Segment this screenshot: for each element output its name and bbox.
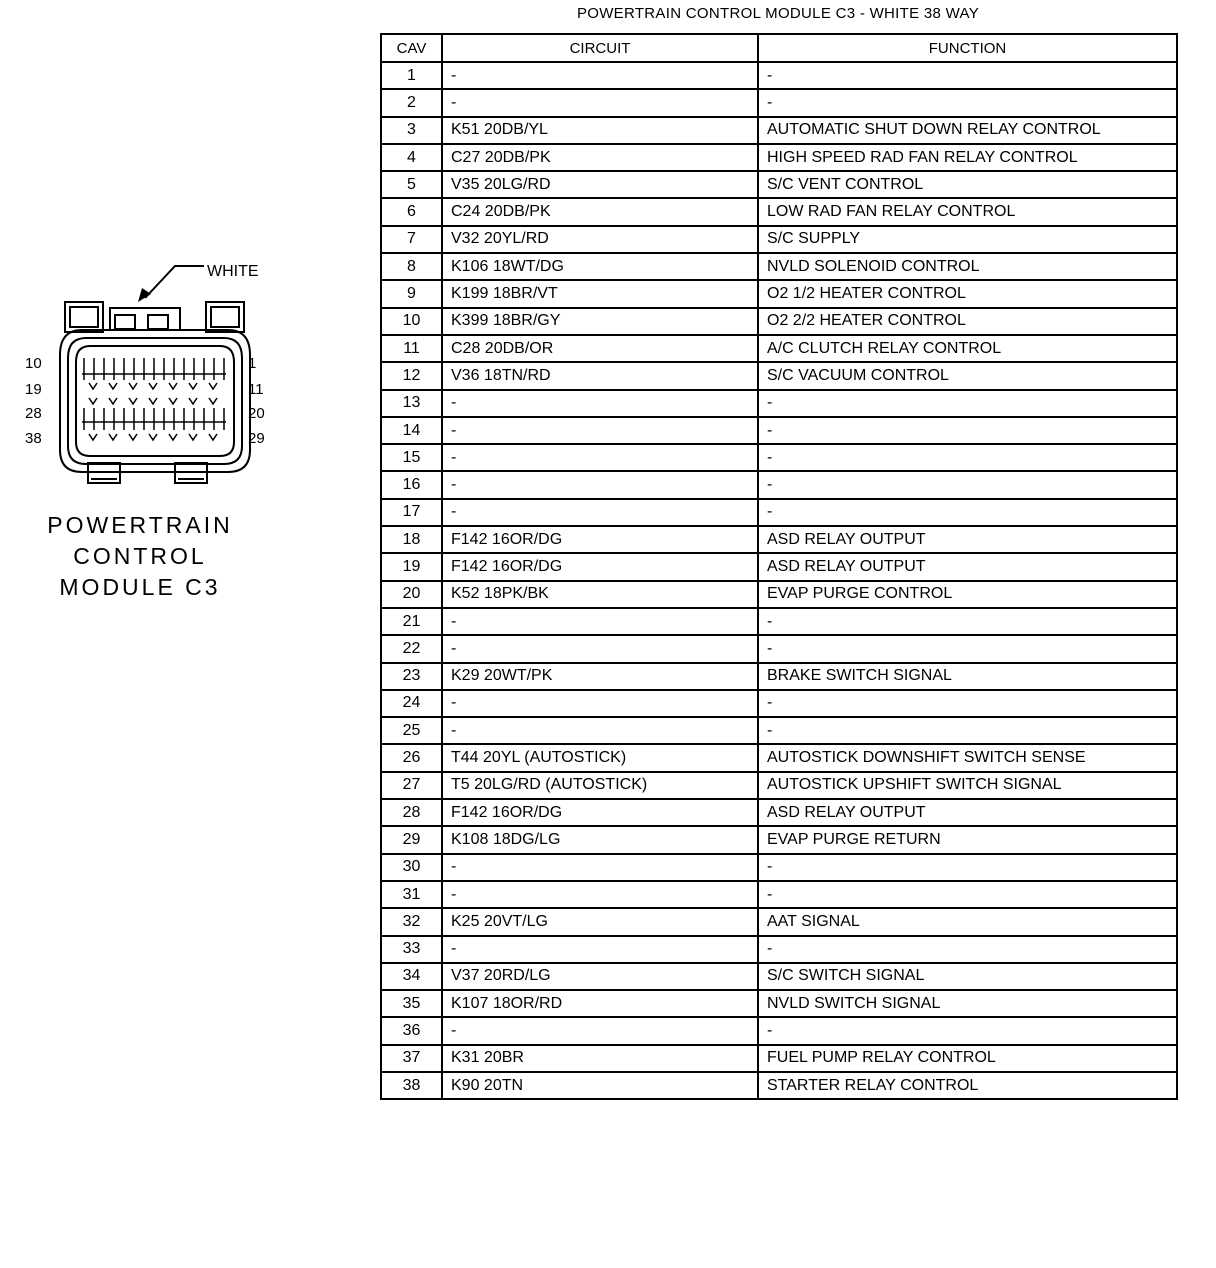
header-cav: CAV <box>381 34 442 62</box>
header-function: FUNCTION <box>758 34 1177 62</box>
connector-name <box>40 510 240 603</box>
table-row <box>381 744 1177 771</box>
table-row <box>381 1072 1177 1099</box>
function-cell: O2 1/2 HEATER CONTROL <box>758 280 1177 307</box>
circuit-cell: - <box>442 62 758 89</box>
circuit-cell: K29 20WT/PK <box>442 663 758 690</box>
connector-body <box>60 302 250 483</box>
function-cell: ASD RELAY OUTPUT <box>758 799 1177 826</box>
circuit-cell: K31 20BR <box>442 1045 758 1072</box>
function-cell: ASD RELAY OUTPUT <box>758 526 1177 553</box>
table-row <box>381 362 1177 389</box>
circuit-cell: - <box>442 608 758 635</box>
function-cell: S/C SUPPLY <box>758 226 1177 253</box>
cav-cell: 30 <box>381 854 442 881</box>
table-row <box>381 499 1177 526</box>
cav-cell: 36 <box>381 1017 442 1044</box>
circuit-cell: - <box>442 690 758 717</box>
pinout-table <box>380 33 1178 1100</box>
cav-cell: 12 <box>381 362 442 389</box>
function-cell: - <box>758 1017 1177 1044</box>
pin-label-left: 10 <box>25 355 42 372</box>
table-row <box>381 854 1177 881</box>
function-cell: - <box>758 62 1177 89</box>
circuit-cell: V35 20LG/RD <box>442 171 758 198</box>
table-row <box>381 471 1177 498</box>
circuit-cell: K106 18WT/DG <box>442 253 758 280</box>
cav-cell: 25 <box>381 717 442 744</box>
function-cell: FUEL PUMP RELAY CONTROL <box>758 1045 1177 1072</box>
circuit-cell: V36 18TN/RD <box>442 362 758 389</box>
circuit-cell: - <box>442 390 758 417</box>
circuit-cell: F142 16OR/DG <box>442 526 758 553</box>
table-row <box>381 417 1177 444</box>
table-header-row <box>381 34 1177 62</box>
function-cell: LOW RAD FAN RELAY CONTROL <box>758 198 1177 225</box>
circuit-cell: K108 18DG/LG <box>442 826 758 853</box>
function-cell: S/C VACUUM CONTROL <box>758 362 1177 389</box>
pin-label-right: 20 <box>248 405 265 422</box>
table-row <box>381 581 1177 608</box>
connector-name-line: POWERTRAIN <box>47 512 233 538</box>
function-cell: NVLD SOLENOID CONTROL <box>758 253 1177 280</box>
pin-label-right: 1 <box>248 355 257 372</box>
cav-cell: 17 <box>381 499 442 526</box>
connector-name-line: CONTROL <box>73 543 207 569</box>
cav-cell: 24 <box>381 690 442 717</box>
function-cell: - <box>758 89 1177 116</box>
circuit-cell: T5 20LG/RD (AUTOSTICK) <box>442 772 758 799</box>
cav-cell: 2 <box>381 89 442 116</box>
table-row <box>381 553 1177 580</box>
table-row <box>381 990 1177 1017</box>
table-row <box>381 635 1177 662</box>
circuit-cell: - <box>442 417 758 444</box>
function-cell: - <box>758 499 1177 526</box>
cav-cell: 18 <box>381 526 442 553</box>
cav-cell: 10 <box>381 308 442 335</box>
circuit-cell: F142 16OR/DG <box>442 799 758 826</box>
table-row <box>381 144 1177 171</box>
connector-color-label: WHITE <box>207 263 259 280</box>
cav-cell: 13 <box>381 390 442 417</box>
table-row <box>381 390 1177 417</box>
circuit-cell: K199 18BR/VT <box>442 280 758 307</box>
circuit-cell: - <box>442 471 758 498</box>
function-cell: O2 2/2 HEATER CONTROL <box>758 308 1177 335</box>
table-row <box>381 171 1177 198</box>
circuit-cell: - <box>442 89 758 116</box>
function-cell: AUTOSTICK UPSHIFT SWITCH SIGNAL <box>758 772 1177 799</box>
cav-cell: 7 <box>381 226 442 253</box>
function-cell: ASD RELAY OUTPUT <box>758 553 1177 580</box>
circuit-cell: F142 16OR/DG <box>442 553 758 580</box>
circuit-cell: K399 18BR/GY <box>442 308 758 335</box>
function-cell: BRAKE SWITCH SIGNAL <box>758 663 1177 690</box>
table-row <box>381 198 1177 225</box>
cav-cell: 19 <box>381 553 442 580</box>
circuit-cell: V37 20RD/LG <box>442 963 758 990</box>
circuit-cell: - <box>442 881 758 908</box>
function-cell: - <box>758 390 1177 417</box>
cav-cell: 26 <box>381 744 442 771</box>
cav-cell: 34 <box>381 963 442 990</box>
connector-diagram <box>20 250 280 500</box>
cav-cell: 22 <box>381 635 442 662</box>
cav-cell: 38 <box>381 1072 442 1099</box>
table-row <box>381 226 1177 253</box>
pin-cavities <box>82 358 226 440</box>
cav-cell: 4 <box>381 144 442 171</box>
table-row <box>381 89 1177 116</box>
cav-cell: 27 <box>381 772 442 799</box>
pin-label-left: 28 <box>25 405 42 422</box>
function-cell: AUTOSTICK DOWNSHIFT SWITCH SENSE <box>758 744 1177 771</box>
table-row <box>381 1017 1177 1044</box>
circuit-cell: - <box>442 499 758 526</box>
circuit-cell: C27 20DB/PK <box>442 144 758 171</box>
circuit-cell: T44 20YL (AUTOSTICK) <box>442 744 758 771</box>
cav-cell: 31 <box>381 881 442 908</box>
cav-cell: 23 <box>381 663 442 690</box>
connector-name-line: MODULE C3 <box>59 574 221 600</box>
cav-cell: 35 <box>381 990 442 1017</box>
function-cell: S/C SWITCH SIGNAL <box>758 963 1177 990</box>
pin-label-right: 29 <box>248 430 265 447</box>
function-cell: - <box>758 417 1177 444</box>
pin-label-right: 11 <box>248 381 264 398</box>
function-cell: - <box>758 444 1177 471</box>
function-cell: - <box>758 471 1177 498</box>
leader-line <box>145 266 204 298</box>
function-cell: STARTER RELAY CONTROL <box>758 1072 1177 1099</box>
table-row <box>381 690 1177 717</box>
circuit-cell: K52 18PK/BK <box>442 581 758 608</box>
cav-cell: 16 <box>381 471 442 498</box>
arrowhead-icon <box>138 288 151 302</box>
table-row <box>381 717 1177 744</box>
table-row <box>381 908 1177 935</box>
table-row <box>381 608 1177 635</box>
circuit-cell: - <box>442 936 758 963</box>
table-row <box>381 936 1177 963</box>
circuit-cell: - <box>442 635 758 662</box>
table-row <box>381 62 1177 89</box>
function-cell: - <box>758 690 1177 717</box>
function-cell: AUTOMATIC SHUT DOWN RELAY CONTROL <box>758 117 1177 144</box>
cav-cell: 11 <box>381 335 442 362</box>
cav-cell: 1 <box>381 62 442 89</box>
cav-cell: 8 <box>381 253 442 280</box>
table-row <box>381 308 1177 335</box>
function-cell: - <box>758 635 1177 662</box>
cav-cell: 3 <box>381 117 442 144</box>
function-cell: - <box>758 717 1177 744</box>
table-row <box>381 1045 1177 1072</box>
header-circuit: CIRCUIT <box>442 34 758 62</box>
function-cell: S/C VENT CONTROL <box>758 171 1177 198</box>
function-cell: - <box>758 854 1177 881</box>
cav-cell: 15 <box>381 444 442 471</box>
table-row <box>381 526 1177 553</box>
cav-cell: 29 <box>381 826 442 853</box>
cav-cell: 28 <box>381 799 442 826</box>
circuit-cell: V32 20YL/RD <box>442 226 758 253</box>
cav-cell: 9 <box>381 280 442 307</box>
circuit-cell: K107 18OR/RD <box>442 990 758 1017</box>
circuit-cell: - <box>442 444 758 471</box>
cav-cell: 32 <box>381 908 442 935</box>
function-cell: EVAP PURGE RETURN <box>758 826 1177 853</box>
cav-cell: 33 <box>381 936 442 963</box>
table-row <box>381 663 1177 690</box>
cav-cell: 37 <box>381 1045 442 1072</box>
table-row <box>381 826 1177 853</box>
cav-cell: 21 <box>381 608 442 635</box>
table-row <box>381 335 1177 362</box>
function-cell: HIGH SPEED RAD FAN RELAY CONTROL <box>758 144 1177 171</box>
table-row <box>381 881 1177 908</box>
cav-cell: 5 <box>381 171 442 198</box>
circuit-cell: - <box>442 854 758 881</box>
circuit-cell: K51 20DB/YL <box>442 117 758 144</box>
table-row <box>381 963 1177 990</box>
circuit-cell: K90 20TN <box>442 1072 758 1099</box>
table-row <box>381 253 1177 280</box>
pin-label-left: 38 <box>25 430 42 447</box>
circuit-cell: - <box>442 1017 758 1044</box>
circuit-cell: C28 20DB/OR <box>442 335 758 362</box>
function-cell: A/C CLUTCH RELAY CONTROL <box>758 335 1177 362</box>
function-cell: AAT SIGNAL <box>758 908 1177 935</box>
cav-cell: 20 <box>381 581 442 608</box>
circuit-cell: C24 20DB/PK <box>442 198 758 225</box>
table-row <box>381 772 1177 799</box>
function-cell: EVAP PURGE CONTROL <box>758 581 1177 608</box>
function-cell: - <box>758 608 1177 635</box>
circuit-cell: K25 20VT/LG <box>442 908 758 935</box>
function-cell: - <box>758 936 1177 963</box>
function-cell: - <box>758 881 1177 908</box>
circuit-cell: - <box>442 717 758 744</box>
table-row <box>381 117 1177 144</box>
table-row <box>381 444 1177 471</box>
cav-cell: 6 <box>381 198 442 225</box>
table-row <box>381 799 1177 826</box>
page-title: POWERTRAIN CONTROL MODULE C3 - WHITE 38 WAY <box>576 5 980 22</box>
function-cell: NVLD SWITCH SIGNAL <box>758 990 1177 1017</box>
cav-cell: 14 <box>381 417 442 444</box>
pin-label-left: 19 <box>25 381 42 398</box>
table-row <box>381 280 1177 307</box>
